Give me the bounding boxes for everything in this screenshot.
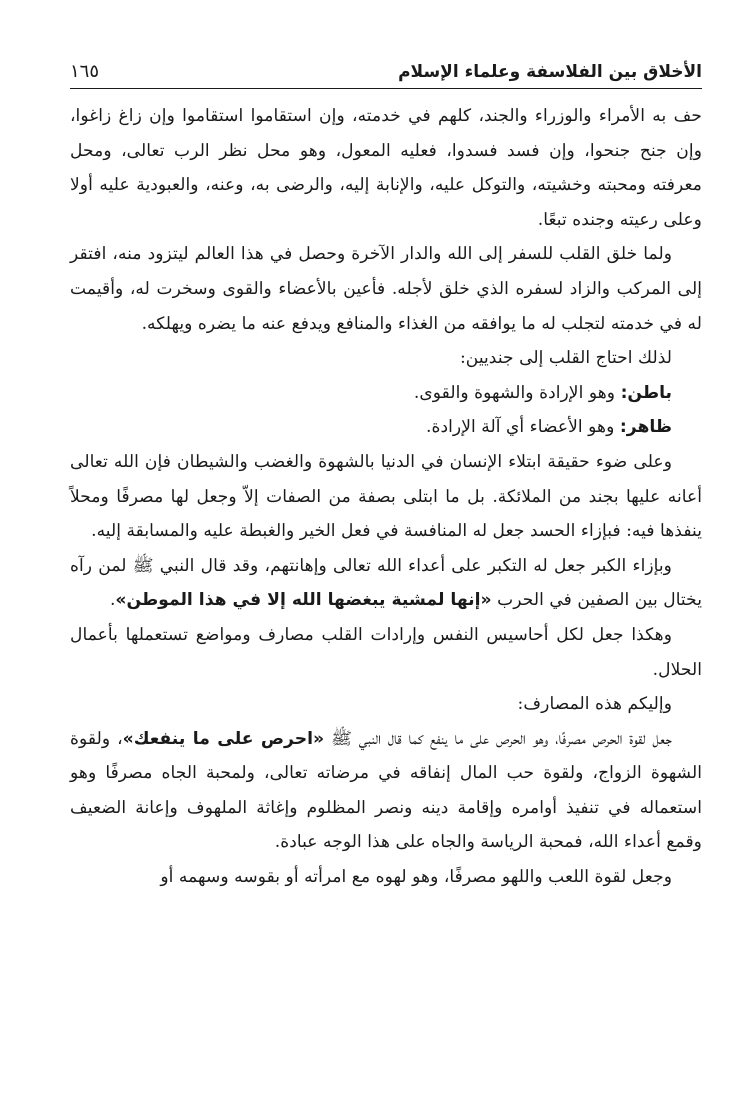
paragraph-inner-soldier	[70, 376, 702, 411]
term-inner-definition: وهو الإرادة والشهوة والقوى.	[413, 382, 621, 403]
paragraph-outer-soldier	[70, 410, 702, 445]
term-inner: باطن:	[620, 382, 672, 403]
paragraph-2: ولما خلق القلب للسفر إلى الله والدار الآخرة وحصل في هذا العالم ليتزود منه، افتقر إلى المركب والزاد لسفره الذي خلق لأجله. فأعين بالأعضاء والقوى وسخرت له، وأقيمت له في خدمته لتجلب له ما يوافقه من الغذاء والمنافع ويدفع عنه ما يضره ويهلكه.	[70, 244, 702, 334]
paragraph-6: وعلى ضوء حقيقة ابتلاء الإنسان في الدنيا بالشهوة والغضب والشيطان فإن الله تعالى أعانه عليها بجند من الملائكة. بل ما ابتلى بصفة من الصفات إلاّ وجعل لها مصرفًا ومحلاً ينفذها فيه: فبإزاء الحسد جعل له المنافسة في فعل الخير والغبطة عليه والمسابقة إليه.	[70, 451, 702, 542]
paragraph-3: لذلك احتاج القلب إلى جنديين:	[459, 348, 672, 369]
paragraph-10-end: ، ولقوة الشهوة الزواج، ولقوة حب المال إنفاقه في مرضاته تعالى، ولمحبة الجاه مصرفًا وهو استعماله في تنفيذ أوامره وإقامة دينه ونصر المظلوم وإغاثة الملهوف وإعانة الضعيف وقمع أعداء الله، فمحبة الرياسة والجاه على هذا الوجه عبادة.	[70, 728, 702, 853]
page-header	[70, 48, 702, 89]
paragraph-11: وجعل لقوة اللعب واللهو مصرفًا، وهو لهوه مع امرأته أو بقوسه وسهمه أو	[160, 867, 672, 888]
book-page	[70, 48, 702, 895]
paragraph-8: وهكذا جعل لكل أحاسيس النفس وإرادات القلب مصارف ومواضع تستعملها بأعمال الحلال.	[70, 624, 702, 680]
term-outer-definition: وهو الأعضاء أي آلة الإرادة.	[426, 417, 620, 438]
paragraph-10	[70, 722, 702, 860]
paragraph-1: حف به الأمراء والوزراء والجند، كلهم في خدمته، وإن استقاموا استقاموا وإن زاغ زاغوا، وإن جنح جنحوا، وإن فسد فسدوا، فعليه المعول، وهو محل نظر الرب تعالى، ومحل معرفته ومحبته وخشيته، والتوكل عليه، والإنابة إليه، والرضى به، وعنه، والعبودية عليه أولا وعلى رعيته وجنده تبعًا.	[70, 106, 702, 230]
paragraph-7-text: وبإزاء الكبر جعل له التكبر على أعداء الله تعالى وإهانتهم، وقد قال النبي ﷺ لمن رآه يختال بين الصفين في الحرب	[70, 555, 702, 611]
hadith-quote-1: «إنها لمشية يبغضها الله إلا في هذا الموطن»	[115, 590, 492, 611]
paragraph-7	[70, 549, 702, 618]
page-number: ١٦٥	[70, 61, 100, 82]
body-text	[70, 99, 702, 895]
hadith-quote-2: «احرص على ما ينفعك»	[122, 728, 325, 749]
running-title: الأخلاق بين الفلاسفة وعلماء الإسلام	[398, 62, 702, 82]
paragraph-10-text: جعل لقوة الحرص مصرفًا، وهو الحرص على ما ينفع كما قال النبي ﷺ	[324, 728, 672, 749]
paragraph-9: وإليكم هذه المصارف:	[517, 694, 672, 715]
paragraph-7-end: .	[109, 590, 116, 611]
term-outer: ظاهر:	[619, 417, 672, 438]
